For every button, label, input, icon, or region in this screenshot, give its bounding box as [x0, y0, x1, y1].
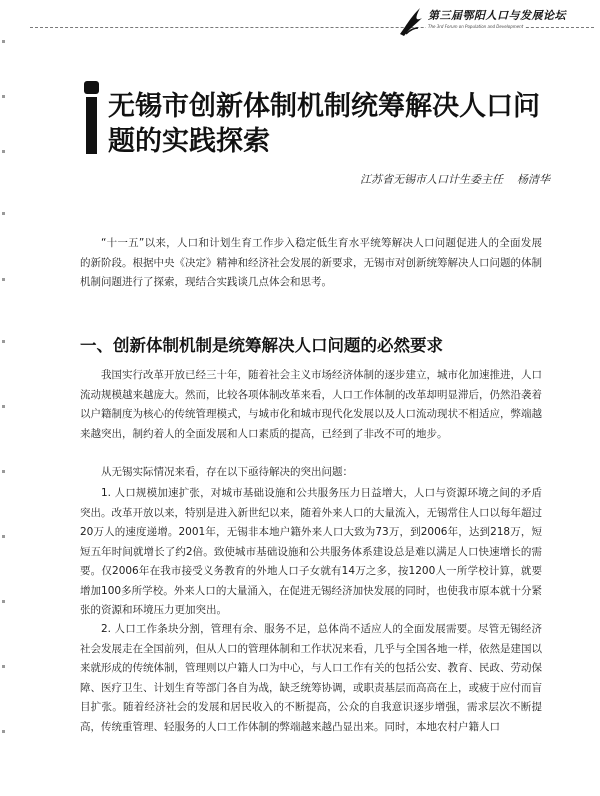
- crop-mark: [2, 40, 5, 43]
- bird-logo-icon: [396, 4, 426, 38]
- crop-mark: [2, 278, 5, 281]
- body-paragraph: 我国实行改革开放已经三十年，随着社会主义市场经济体制的逐步建立，城市化加速推进，人口流动规模越来越庞大。然而，比较各项体制改革来看，人口工作体制的改革却明显滞后，仍然沿袭着以户籍制度为核心的传统管理模式，与城市化和城市现代化发展以及人口流动现状不相适应，弊端越来越突出，制约着人的全面发展和人口素质的提高，已经到了非改不可的地步。: [80, 369, 542, 440]
- body-paragraph: 从无锡实际情况来看，存在以下亟待解决的突出问题：: [101, 466, 353, 478]
- author-byline: [360, 171, 550, 187]
- crop-mark: [2, 665, 5, 668]
- crop-mark: [2, 600, 5, 603]
- conference-title: 第三届鄂阳人口与发展论坛: [424, 7, 570, 23]
- crop-mark: [2, 340, 5, 343]
- title-marker-bar: [86, 97, 97, 154]
- section-heading: 一、创新体制机制是统筹解决人口问题的必然要求: [80, 336, 443, 355]
- crop-mark: [2, 95, 5, 98]
- crop-mark: [2, 730, 5, 733]
- crop-mark: [2, 470, 5, 473]
- crop-mark: [2, 150, 5, 153]
- article-title: 无锡市创新体制机制统筹解决人口问题的实践探索: [108, 91, 540, 157]
- body-paragraph: 1. 人口规模加速扩张，对城市基础设施和公共服务压力日益增大，人口与资源环境之间的矛盾突出。改革开放以来，特别是进入新世纪以来，随着外来人口的大量流入，无锡常住人口以每年超过20万人的速度递增。2001年，无锡非本地户籍外来人口大致为73万，到2006年，达到218万，短短五年时间就增长了约2倍。致使城市基础设施和公共服务体系建设总是难以满足人口快速增长的需要。仅2006年在我市接受义务教育的外地人口子女就有14万之多，按1200人一所学校计算，就要增加100多所学校。外来人口的大量涌入，在促进无锡经济加快发展的同时，也使我市原本就十分紧张的资源和环境压力更加突出。: [80, 487, 542, 616]
- crop-mark: [2, 405, 5, 408]
- crop-mark: [2, 535, 5, 538]
- intro-paragraph: “十一五”以来，人口和计划生育工作步入稳定低生育水平统筹解决人口问题促进人的全面发展的新阶段。根据中央《决定》精神和经济社会发展的新要求，无锡市对创新统筹解决人口问题的体制机制问题进行了探索，现结合实践谈几点体会和思考。: [80, 237, 542, 288]
- title-marker-dot: [84, 81, 99, 94]
- author-position: 江苏省无锡市人口计生委主任: [360, 173, 503, 186]
- conference-subtitle: The 3rd Forum on Population and Development: [428, 24, 524, 29]
- author-name: 杨清华: [517, 173, 550, 186]
- crop-mark: [2, 212, 5, 215]
- body-paragraph: 2. 人口工作条块分割，管理有余、服务不足，总体尚不适应人的全面发展需要。尽管无锡经济社会发展走在全国前列，但从人口的管理体制和工作状况来看，几乎与全国各地一样，依然是建国以来就形成的传统体制，管理则以户籍人口为中心，与人口工作有关的包括公安、教育、民政、劳动保障、医疗卫生、计划生育等部门各自为战，缺乏统筹协调，或职责基层而高高在上，或疲于应付而盲目扩张。随着经济社会的发展和居民收入的不断提高，公众的自我意识逐步增强，需求层次不断提高，传统重管理、轻服务的人口工作体制的弊端越来越凸显出来。同时，本地农村户籍人口: [80, 623, 542, 733]
